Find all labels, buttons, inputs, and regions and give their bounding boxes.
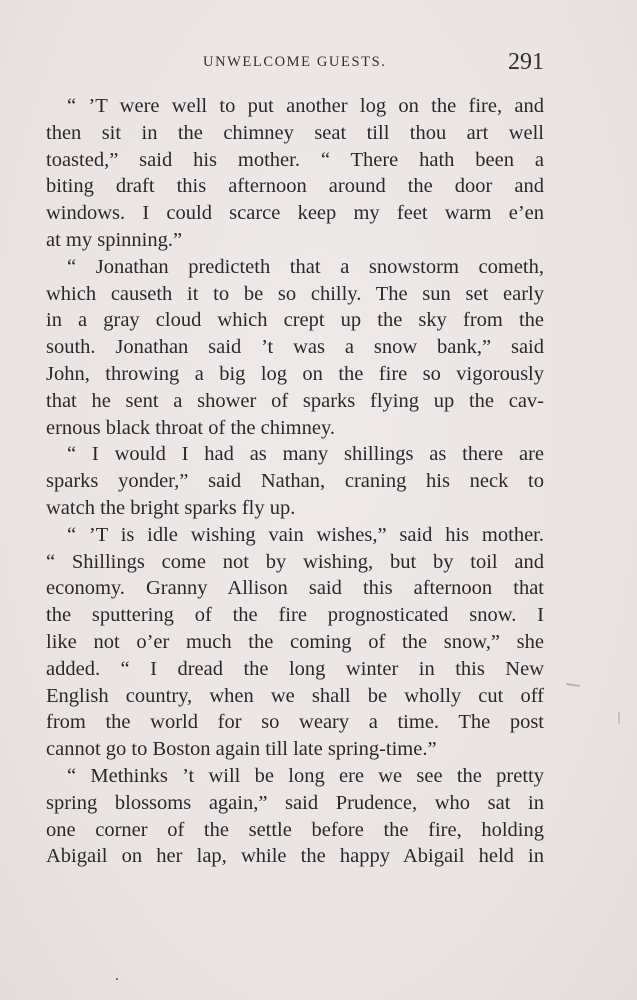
text-line: which causeth it to be so chilly. The sun set early [46, 282, 544, 305]
text-line: “ Jonathan predicteth that a snowstorm cometh, [67, 255, 544, 278]
text-line: sparks yonder,” said Nathan, craning his neck to [46, 470, 544, 493]
text-line: the sputtering of the fire prognosticated snow. I [46, 604, 544, 627]
text-line: spring blossoms again,” said Prudence, who sat in [46, 791, 544, 814]
text-line: then sit in the chimney seat till thou art well [46, 121, 544, 144]
page-number: 291 [508, 49, 544, 75]
text-line: watch the bright sparks fly up. [46, 496, 296, 519]
text-line: “ Shillings come not by wishing, but by toil and [46, 550, 544, 573]
margin-mark [566, 683, 580, 687]
text-line: that he sent a shower of sparks flying up the cav- [46, 389, 544, 412]
text-line: “ I would I had as many shillings as there are [67, 443, 544, 466]
text-line: John, throwing a big log on the fire so vigorously [46, 362, 544, 385]
text-line: Abigail on her lap, while the happy Abigail held in [46, 845, 544, 868]
text-line: biting draft this afternoon around the door and [46, 175, 544, 198]
text-line: like not o’er much the coming of the snow,” she [46, 630, 544, 653]
text-line: ernous black throat of the chimney. [46, 416, 335, 439]
text-line: “ ’T is idle wishing vain wishes,” said his mother. [67, 523, 544, 546]
text-line: “ Methinks ’t will be long ere we see the pretty [67, 764, 544, 787]
text-line: one corner of the settle before the fire, holding [46, 818, 544, 841]
text-line: south. Jonathan said ’t was a snow bank,” said [46, 336, 544, 359]
running-title: UNWELCOME GUESTS. [203, 54, 387, 70]
text-line: toasted,” said his mother. “ There hath been a [46, 148, 544, 171]
running-head [0, 50, 637, 80]
text-line: “ ’T were well to put another log on the fire, and [67, 95, 544, 117]
paper-fleck [618, 712, 620, 724]
text-line: windows. I could scarce keep my feet warm e’en [46, 202, 544, 225]
text-line: added. “ I dread the long winter in this New [46, 657, 544, 680]
text-line: economy. Granny Allison said this afternoon that [46, 577, 544, 600]
paper-speck [116, 978, 118, 980]
text-line: cannot go to Boston again till late spring-time.” [46, 738, 437, 761]
text-line: from the world for so weary a time. The post [46, 711, 544, 734]
body-text [46, 93, 544, 870]
text-line: at my spinning.” [46, 228, 183, 251]
text-line: English country, when we shall be wholly cut off [46, 684, 544, 707]
text-line: in a gray cloud which crept up the sky from the [46, 309, 544, 332]
